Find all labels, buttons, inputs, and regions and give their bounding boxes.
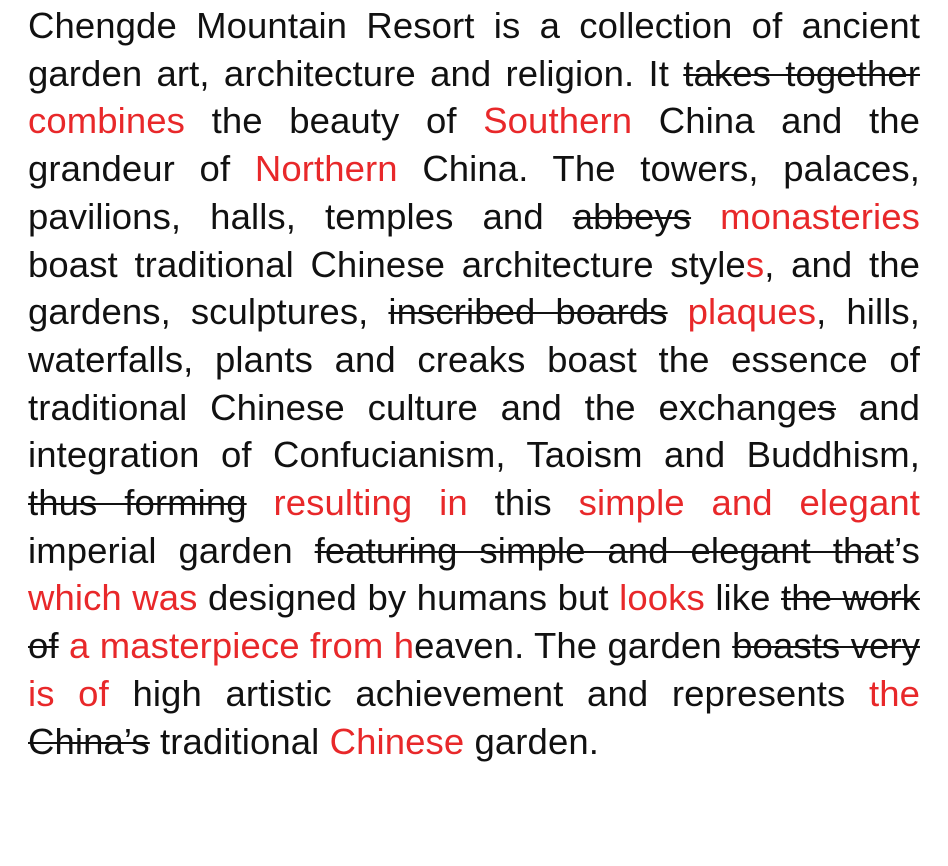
body-text: China and the grandeur of <box>28 100 920 190</box>
deleted-text: thus forming <box>28 482 247 524</box>
inserted-text: Northern <box>254 148 398 190</box>
inserted-text: is of <box>28 672 109 714</box>
edited-paragraph <box>28 2 920 765</box>
body-text <box>668 291 688 332</box>
body-text: , hills, waterfalls, plants and creaks boast the essence of traditional Chinese culture and the exchange <box>28 291 921 428</box>
inserted-text: the <box>868 672 920 714</box>
body-text: imperial garden <box>28 529 315 571</box>
body-text <box>59 625 69 666</box>
inserted-text: s <box>745 243 765 285</box>
body-text: , and the gardens, sculptures, <box>28 243 920 333</box>
body-text: garden. <box>464 720 599 762</box>
inserted-text: Southern <box>483 100 633 142</box>
deleted-text: inscribed boards <box>388 291 668 333</box>
body-text: China. The towers, palaces, pavilions, halls, temples and <box>28 148 921 237</box>
body-text: ’s <box>894 529 920 571</box>
inserted-text: looks <box>619 577 705 619</box>
body-text: boast traditional Chinese architecture style <box>28 243 746 285</box>
inserted-text: a masterpiece from h <box>68 625 415 667</box>
body-text: and integration of Confucianism, Taoism and Buddhism, <box>28 386 920 476</box>
body-text: like <box>704 577 781 619</box>
inserted-text: combines <box>28 100 186 142</box>
deleted-text: China’s <box>28 720 150 762</box>
inserted-text: plaques <box>687 291 817 333</box>
inserted-text: which was <box>28 577 198 619</box>
body-text <box>247 482 274 523</box>
inserted-text: simple and elegant <box>578 482 920 524</box>
deleted-text: abbeys <box>572 195 692 237</box>
deleted-text: boasts very <box>732 625 920 667</box>
body-text: Chengde Mountain Resort is a collection of ancient garden art, architecture and religion. It <box>28 5 920 94</box>
body-text <box>691 196 720 237</box>
body-text: this <box>467 482 579 524</box>
inserted-text: Chinese <box>329 720 465 762</box>
body-text: eaven. The garden <box>414 625 733 667</box>
inserted-text: monasteries <box>720 195 921 237</box>
deleted-text: s <box>817 386 836 428</box>
deleted-text: the work of <box>28 577 920 667</box>
deleted-text: featuring simple and elegant that <box>314 529 895 571</box>
inserted-text: resulting in <box>273 482 468 524</box>
body-text: traditional <box>149 720 330 762</box>
body-text: designed by humans but <box>197 577 620 619</box>
deleted-text: takes together <box>683 52 921 94</box>
body-text: the beauty of <box>185 100 484 142</box>
body-text: high artistic achievement and represents <box>108 672 869 714</box>
